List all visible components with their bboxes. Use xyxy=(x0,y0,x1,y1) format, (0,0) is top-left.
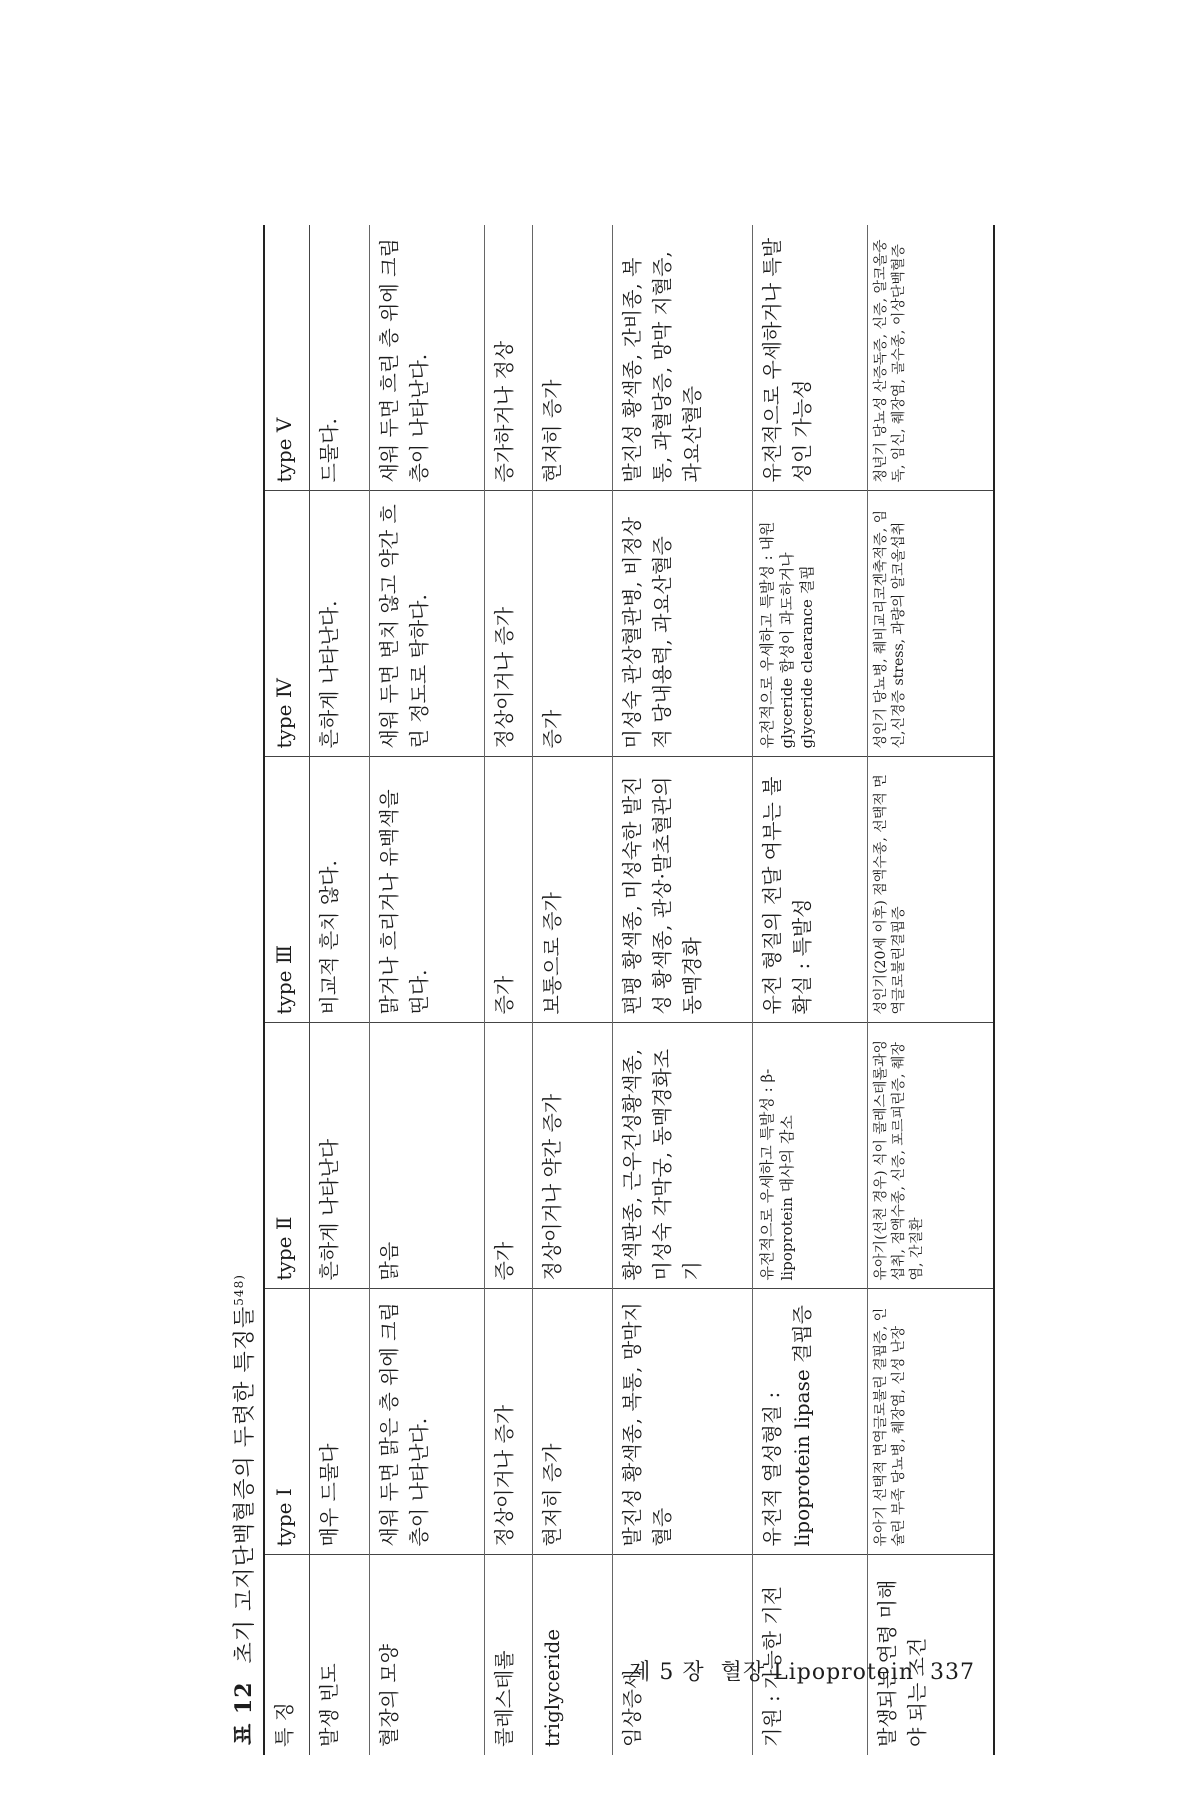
rotated-table-block xyxy=(215,225,985,1755)
page-number: 337 xyxy=(930,1660,975,1685)
row-label: 혈장의 모양 xyxy=(370,1555,485,1755)
table-row xyxy=(613,225,753,1755)
table-cell: 현저히 증가 xyxy=(533,225,613,491)
row-label: 발생되는 연령 미해야 되는 조건 xyxy=(868,1555,994,1755)
page-footer xyxy=(613,1655,975,1686)
row-label: 기원 : 가능한 기전 xyxy=(753,1555,868,1755)
table-cell: 정상이거나 증가 xyxy=(485,491,533,757)
header-feature: 특 징 xyxy=(264,1555,310,1755)
table-cell: 흔하게 나타난다. xyxy=(310,491,370,757)
table-cell: 미성숙 관상혈관병, 비정상적 당내용력, 과요산혈증 xyxy=(613,491,753,757)
table-cell: 유아기 선택적 면역글로불린 결핍증, 인슐린 부족 당뇨병, 췌장염, 신성 난장 xyxy=(868,1289,994,1555)
table-cell: 증가 xyxy=(533,491,613,757)
table-cell: 비교적 흔치 않다. xyxy=(310,757,370,1023)
lipoproteinemia-table xyxy=(263,225,995,1755)
table-row xyxy=(310,225,370,1755)
table-cell: 유아기(선천 경우) 식이 콜레스테롤과잉섭취, 점액수종, 신증, 포르피린증, 췌장염, 간질환 xyxy=(868,1023,994,1289)
table-cell: 성인기 당뇨병, 췌비교리코겐축적증, 임신,신경증 stress, 과량의 알코올섭취 xyxy=(868,491,994,757)
table-cell: 편평 황색종, 미성숙한 발진성 황색종, 관상·말초혈관의 동맥경화 xyxy=(613,757,753,1023)
table-caption xyxy=(215,225,263,1755)
table-cell: 맑거나 흐리거나 유백색을 띤다. xyxy=(370,757,485,1023)
row-label: 발생 빈도 xyxy=(310,1555,370,1755)
header-type-2: type Ⅱ xyxy=(264,1023,310,1289)
table-cell: 현저히 증가 xyxy=(533,1289,613,1555)
header-type-3: type Ⅲ xyxy=(264,757,310,1023)
table-row xyxy=(370,225,485,1755)
table-cell: 유전적으로 우세하고 특발성 : β-lipoprotein 대사의 감소 xyxy=(753,1023,868,1289)
table-cell: 유전 형질의 전달 여부는 불확실 : 특발성 xyxy=(753,757,868,1023)
table-cell: 증가하거나 정상 xyxy=(485,225,533,491)
table-cell: 발진성 황색종, 간비종, 복통, 과혈당증, 망막 지혈증, 과요산혈증 xyxy=(613,225,753,491)
table-cell: 유전적으로 우세하고 특발성 : 내원 glyceride 합성이 과도하거나 glyceride clearance 결핍 xyxy=(753,491,868,757)
table-cell: 유전적으로 우세하거나 특발성인 가능성 xyxy=(753,225,868,491)
table-cell: 흔하게 나타난다 xyxy=(310,1023,370,1289)
table-cell: 증가 xyxy=(485,1023,533,1289)
table-cell: 보통으로 증가 xyxy=(533,757,613,1023)
table-cell: 성인기(20세 이후) 점액수종, 선택적 면역글로불린결핍증 xyxy=(868,757,994,1023)
table-cell: 새워 두면 맑은 층 위에 크림층이 나타난다. xyxy=(370,1289,485,1555)
table-cell: 증가 xyxy=(485,757,533,1023)
table-cell: 드물다. xyxy=(310,225,370,491)
table-cell: 정상이거나 약간 증가 xyxy=(533,1023,613,1289)
table-title: 초기 고지단백혈증의 두렷한 특징들 xyxy=(232,1305,258,1664)
header-type-4: type Ⅳ xyxy=(264,491,310,757)
table-cell: 맑음 xyxy=(370,1023,485,1289)
table-cell: 새워 두면 흐린 층 위에 크림층이 나타난다. xyxy=(370,225,485,491)
row-label: 임상증세 xyxy=(613,1555,753,1755)
table-row xyxy=(533,225,613,1755)
table-row xyxy=(753,225,868,1755)
table-cell: 유전적 열성형질 : lipoprotein lipase 결핍증 xyxy=(753,1289,868,1555)
header-type-5: type Ⅴ xyxy=(264,225,310,491)
header-row xyxy=(264,225,310,1755)
table-cell: 발진성 황색종, 복통, 망막지혈증 xyxy=(613,1289,753,1555)
table-reference: 548) xyxy=(232,1274,246,1306)
table-number: 표 12 xyxy=(231,1681,258,1745)
table-cell: 청년기 당뇨성 산증독증, 신증, 알코올중독, 임신, 췌장염, 골수종, 이상단백혈증 xyxy=(868,225,994,491)
table-row xyxy=(485,225,533,1755)
table-row xyxy=(868,225,994,1755)
row-label: 콜레스테롤 xyxy=(485,1555,533,1755)
chapter-title: 혈장 Lipoprotein xyxy=(720,1660,914,1685)
table-cell: 황색판종, 근우건성황색종, 미성숙 각막궁, 동맥경화조기 xyxy=(613,1023,753,1289)
table-cell: 정상이거나 증가 xyxy=(485,1289,533,1555)
row-label: triglyceride xyxy=(533,1555,613,1755)
table-cell: 매우 드물다 xyxy=(310,1289,370,1555)
chapter-label: 제 5 장 xyxy=(629,1660,705,1685)
header-type-1: type Ⅰ xyxy=(264,1289,310,1555)
table-cell: 새워 두면 변치 않고 약간 흐린 정도로 탁하다. xyxy=(370,491,485,757)
